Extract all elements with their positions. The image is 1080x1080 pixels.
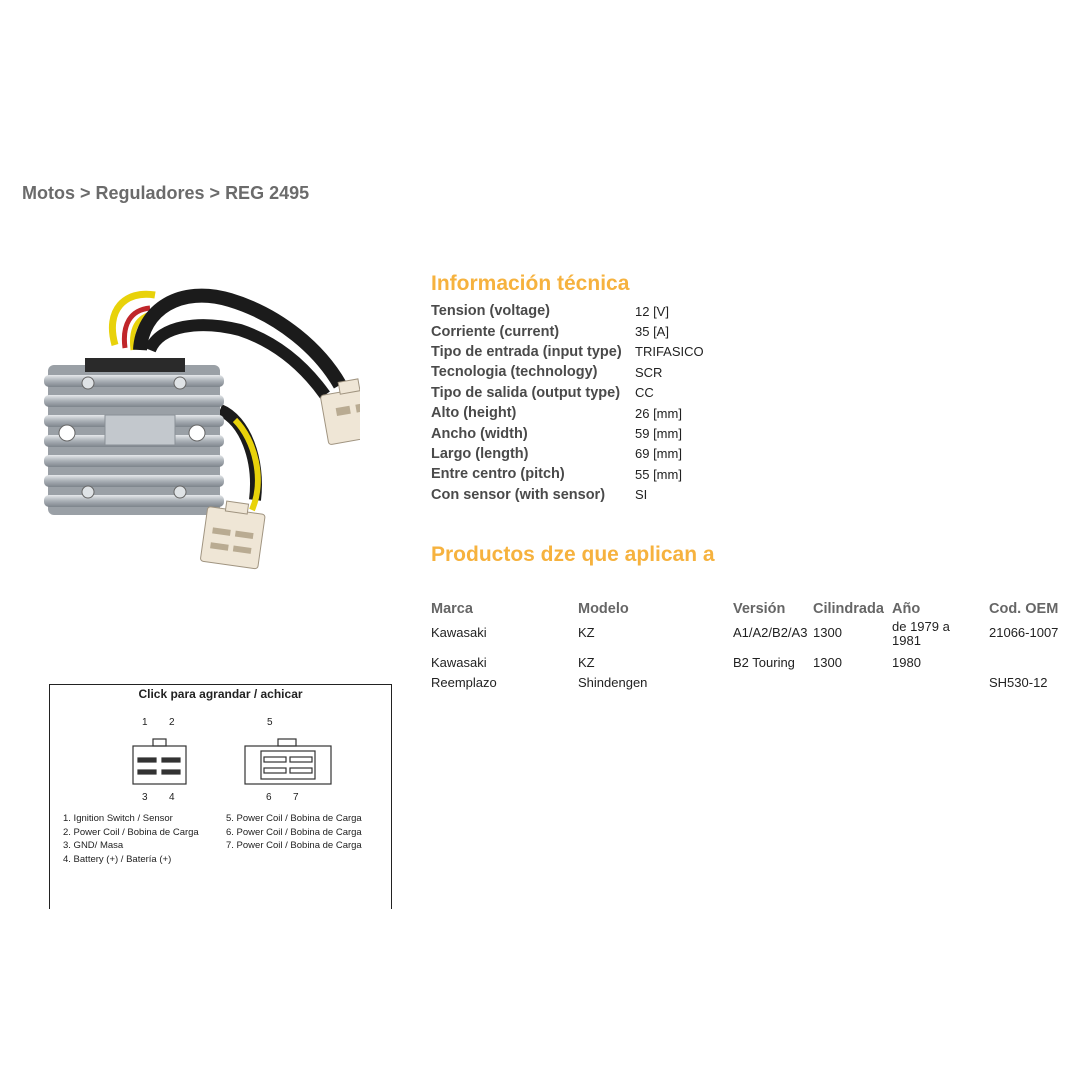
spec-key: Largo (length) [431, 445, 529, 462]
breadcrumb-separator: > [204, 183, 226, 203]
cell-oem: 21066-1007 [989, 625, 1059, 640]
pin-label: 7 [293, 792, 299, 803]
cell-modelo: KZ [578, 655, 595, 670]
cell-ano: de 1979 a 1981 [892, 619, 950, 648]
table-row [431, 620, 1079, 655]
cell-version [733, 675, 813, 695]
spec-key: Corriente (current) [431, 323, 560, 340]
tech-spec-table [431, 301, 704, 505]
cell-modelo: KZ [578, 625, 595, 640]
connector-diagram [50, 685, 391, 815]
spec-key: Tecnologia (technology) [431, 364, 598, 381]
table-row [431, 464, 704, 484]
spec-key: Alto (height) [431, 405, 517, 422]
spec-key: Tipo de salida (output type) [431, 384, 621, 401]
tech-info-title: Información técnica [431, 272, 630, 295]
col-header-ano: Año [892, 601, 921, 617]
pin-label: 5 [267, 717, 273, 728]
spec-value: 55 [mm] [635, 466, 682, 482]
table-row [431, 383, 704, 403]
spec-value: 59 [mm] [635, 426, 682, 442]
breadcrumb [22, 183, 309, 204]
col-header-cilindrada: Cilindrada [813, 601, 884, 617]
breadcrumb-separator: > [75, 183, 96, 203]
table-row [431, 403, 704, 423]
breadcrumb-motos[interactable]: Motos [22, 183, 75, 203]
legend-item: 3. GND/ Masa [63, 840, 124, 851]
col-header-marca: Marca [431, 601, 473, 617]
spec-value: 69 [mm] [635, 446, 682, 462]
products-title: Productos dze que aplican a [431, 543, 715, 566]
legend-item: 5. Power Coil / Bobina de Carga [226, 813, 362, 824]
wiring-legend-left [63, 812, 199, 866]
legend-item: 1. Ignition Switch / Sensor [63, 813, 173, 824]
spec-value: SCR [635, 364, 663, 380]
spec-value: CC [635, 385, 654, 401]
col-header-modelo: Modelo [578, 601, 629, 617]
legend-item: 2. Power Coil / Bobina de Carga [63, 826, 199, 838]
spec-value: 26 [mm] [635, 405, 682, 421]
legend-item: 7. Power Coil / Bobina de Carga [226, 840, 362, 851]
pin-label: 1 [142, 717, 148, 728]
col-header-oem: Cod. OEM [989, 601, 1059, 617]
legend-item: 6. Power Coil / Bobina de Carga [226, 826, 362, 838]
cell-marca: Kawasaki [431, 655, 487, 670]
table-row [431, 675, 1079, 695]
cell-version: B2 Touring [733, 655, 795, 670]
table-row [431, 362, 704, 382]
cell-marca: Kawasaki [431, 625, 487, 640]
breadcrumb-current: REG 2495 [225, 183, 310, 203]
table-row [431, 321, 704, 341]
pin-label: 4 [169, 792, 175, 803]
wiring-diagram[interactable] [49, 684, 392, 909]
cell-ano [892, 675, 989, 695]
cell-oem: SH530-12 [989, 675, 1048, 690]
cell-oem [989, 655, 1079, 675]
cell-version: A1/A2/B2/A3 [733, 625, 808, 640]
product-image[interactable] [30, 270, 360, 590]
wiring-caption[interactable]: Click para agrandar / achicar [138, 687, 303, 701]
cell-marca: Reemplazo [431, 675, 497, 690]
cell-ano: 1980 [892, 655, 921, 670]
pin-label: 6 [266, 792, 272, 803]
breadcrumb-reguladores[interactable]: Reguladores [95, 183, 205, 203]
cell-cilindrada: 1300 [813, 655, 842, 670]
spec-key: Ancho (width) [431, 425, 528, 442]
spec-key: Con sensor (with sensor) [431, 486, 606, 503]
spec-key: Entre centro (pitch) [431, 466, 565, 483]
connector-3pin-icon [245, 739, 331, 784]
spec-value: 35 [A] [635, 324, 669, 340]
cell-cilindrada [813, 675, 892, 695]
pin-label: 2 [169, 717, 175, 728]
table-row [431, 342, 704, 362]
cell-cilindrada: 1300 [813, 625, 842, 640]
spec-value: 12 [V] [635, 303, 669, 319]
table-row [431, 444, 704, 464]
table-row [431, 655, 1079, 675]
table-header-row [431, 598, 1079, 620]
table-row [431, 423, 704, 443]
spec-value: TRIFASICO [635, 344, 704, 360]
table-row [431, 485, 704, 505]
wiring-legend-right [226, 812, 362, 853]
spec-value: SI [635, 487, 648, 503]
pin-label: 3 [142, 792, 148, 803]
legend-item: 4. Battery (+) / Batería (+) [63, 853, 172, 865]
cell-modelo: Shindengen [578, 675, 648, 690]
spec-key: Tipo de entrada (input type) [431, 343, 622, 360]
spec-key: Tension (voltage) [431, 303, 550, 320]
table-row [431, 301, 704, 321]
connector-4pin-icon [133, 739, 186, 784]
products-table [431, 598, 1079, 695]
col-header-version: Versión [733, 601, 786, 617]
